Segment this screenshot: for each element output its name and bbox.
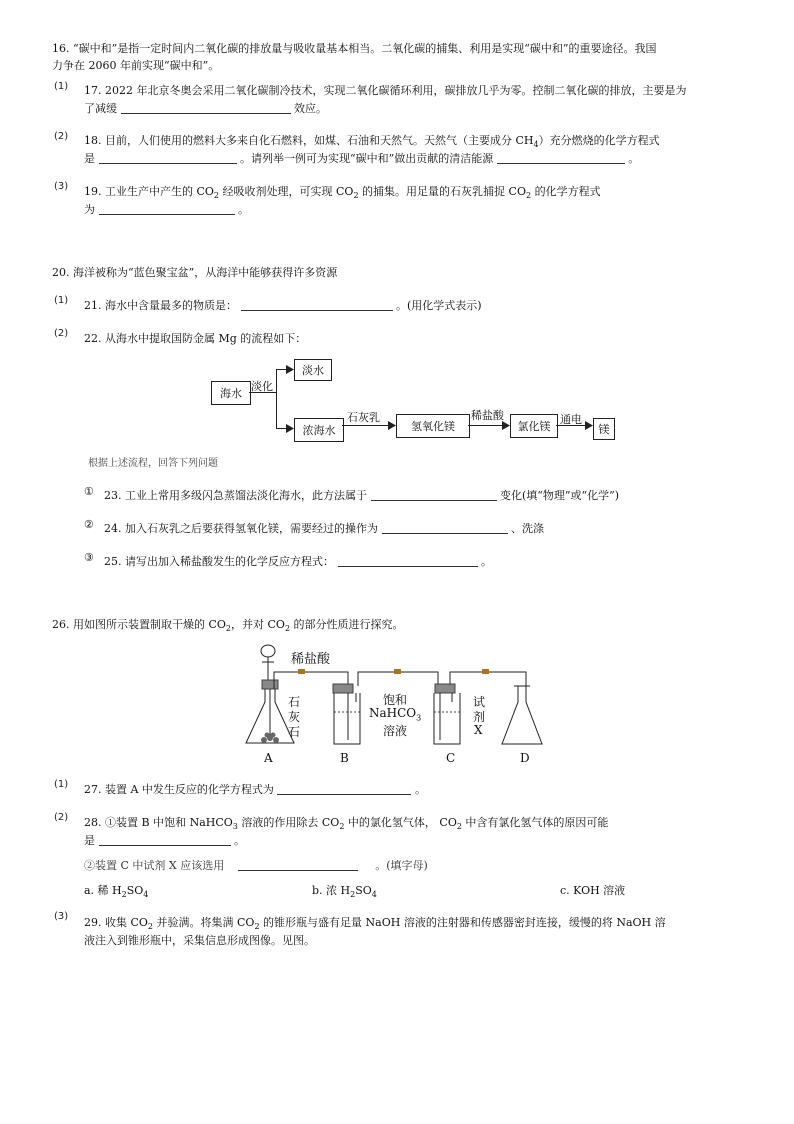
answer-blank-21[interactable] — [241, 299, 393, 311]
answer-blank-24[interactable] — [382, 522, 508, 534]
label-c: C — [446, 751, 456, 765]
q16-line2: 力争在 2060 年前实现“碳中和”。 — [52, 59, 220, 72]
flow-box-mgcl: 氯化镁 — [510, 414, 558, 438]
q19-line2: 为 。 — [84, 203, 249, 216]
answer-blank-18b[interactable] — [497, 152, 625, 164]
answer-blank-23[interactable] — [371, 489, 497, 501]
label-dilute-hcl: 稀盐酸 — [291, 652, 331, 667]
label-limestone-1: 石 — [288, 695, 301, 709]
q28-line2: 是 。 — [84, 834, 245, 847]
q26-title: 26. 用如图所示装置制取干燥的 $CO_2$，并对 $CO_2$ 的部分性质进行探究。 — [52, 618, 404, 634]
q22-note: 根据上述流程，回答下列问题 — [88, 458, 218, 469]
label-limestone-3: 石 — [288, 725, 301, 739]
sub-mark-q22: (2) — [54, 328, 69, 339]
answer-blank-19[interactable] — [99, 203, 235, 215]
option-a: a. 稀 $H_2SO_4$ — [84, 884, 149, 900]
arrow-icon — [286, 365, 294, 374]
answer-blank-17[interactable] — [121, 102, 291, 114]
q23-mark: ① — [84, 485, 94, 498]
q16-line1: 16. “碳中和”是指一定时间内二氧化碳的排放量与吸收量基本相当。二氧化碳的捕集、利用是实现“碳中和”的重要途径。我国 — [52, 42, 657, 55]
q29-line1: 29. 收集 $CO_2$ 并验满。将集满 $CO_2$ 的锥形瓶与盛有足量 NaOH 溶液的注射器和传感器密封连接，缓慢的将 NaOH 溶 — [84, 916, 666, 932]
flow-box-mgoh: 氢氧化镁 — [396, 414, 470, 438]
sub-mark-q28: (2) — [54, 812, 69, 823]
flow-label-lime: 石灰乳 — [347, 411, 380, 424]
q24-mark: ② — [84, 518, 94, 531]
label-reagent-2: 剂 — [473, 710, 486, 724]
q28-line1: 28. ①装置 B 中饱和 NaHCO$_3$ 溶液的作用除去 $CO_2$ 中的氯化氢气体， $CO_2$ 中含有氯化氢气体的原因可能 — [84, 816, 609, 832]
label-saturated: 饱和 — [383, 693, 408, 707]
q18-line2: 是 。请列举一例可为实现“碳中和”做出贡献的清洁能源 。 — [84, 152, 640, 165]
q25-line: 25. 请写出加入稀盐酸发生的化学反应方程式： 。 — [104, 555, 492, 568]
q23-line: 23. 工业上常用多级闪急蒸馏法淡化海水，此方法属于 变化(填“物理”或“化学”) — [104, 489, 620, 502]
answer-blank-28b[interactable] — [238, 859, 358, 871]
arrow-icon — [585, 421, 593, 430]
q18-line1: 18. 目前，人们使用的燃料大多来自化石燃料，如煤、石油和天然气。天然气（主要成分 $CH_4$）充分燃烧的化学方程式 — [84, 134, 660, 150]
label-b: B — [340, 751, 349, 765]
arrow-icon — [286, 424, 294, 433]
flow-label-elec: 通电 — [560, 413, 582, 426]
q17-line1: 17. 2022 年北京冬奥会采用二氧化碳制冷技术，实现二氧化碳循环利用，碳排放几乎为零。控制二氧化碳的排放，主要是为 — [84, 84, 687, 97]
q22-line: 22. 从海水中提取国防金属 Mg 的流程如下： — [84, 332, 307, 345]
flow-box-freshwater: 淡水 — [294, 359, 332, 381]
sub-mark-q29: (3) — [54, 911, 69, 922]
q25-mark: ③ — [84, 551, 94, 564]
flow-box-mg: 镁 — [593, 418, 615, 440]
sub-mark-q27: (1) — [54, 779, 69, 790]
label-nahco3: NaHCO$_3$ — [369, 706, 422, 723]
flow-label-hcl: 稀盐酸 — [471, 409, 504, 422]
answer-blank-25[interactable] — [338, 555, 478, 567]
label-solution: 溶液 — [383, 724, 408, 738]
q19-line1: 19. 工业生产中产生的 $CO_2$ 经吸收剂处理，可实现 $CO_2$ 的捕集。用足量的石灰乳捕捉 $CO_2$ 的化学方程式 — [84, 185, 601, 201]
q27-line: 27. 装置 A 中发生反应的化学方程式为 。 — [84, 783, 426, 796]
sub-mark-3: (3) — [54, 181, 69, 192]
answer-blank-18a[interactable] — [99, 152, 237, 164]
q24-line: 24. 加入石灰乳之后要获得氢氧化镁，需要经过的操作为 、洗涤 — [104, 522, 544, 535]
option-c: c. KOH 溶液 — [560, 884, 626, 897]
arrow-icon — [388, 421, 396, 430]
answer-blank-28a[interactable] — [99, 834, 231, 846]
flow-box-seawater: 海水 — [211, 381, 251, 405]
label-a: A — [264, 751, 273, 765]
answer-blank-27[interactable] — [277, 783, 411, 795]
label-limestone-2: 灰 — [288, 710, 301, 724]
q20-title: 20. 海洋被称为“蓝色聚宝盆”，从海洋中能够获得许多资源 — [52, 266, 338, 279]
q28-line3: ②装置 C 中试剂 X 应该选用 。(填字母) — [84, 859, 428, 872]
q17-line2: 了减缓 效应。 — [84, 102, 327, 115]
q21-line: 21. 海水中含量最多的物质是： 。(用化学式表示) — [84, 299, 482, 312]
option-b: b. 浓 $H_2SO_4$ — [312, 884, 377, 900]
label-reagent-1: 试 — [473, 695, 486, 709]
sub-mark-2: (2) — [54, 131, 69, 142]
sub-mark-1: (1) — [54, 81, 69, 92]
sub-mark-q21: (1) — [54, 295, 69, 306]
label-d: D — [520, 751, 530, 765]
label-reagent-x: X — [474, 723, 483, 737]
q29-line2: 液注入到锥形瓶中，采集信息形成图像。见图。 — [84, 934, 315, 947]
flow-label-desal: 淡化 — [251, 380, 273, 393]
flow-box-brine: 浓海水 — [294, 418, 344, 442]
